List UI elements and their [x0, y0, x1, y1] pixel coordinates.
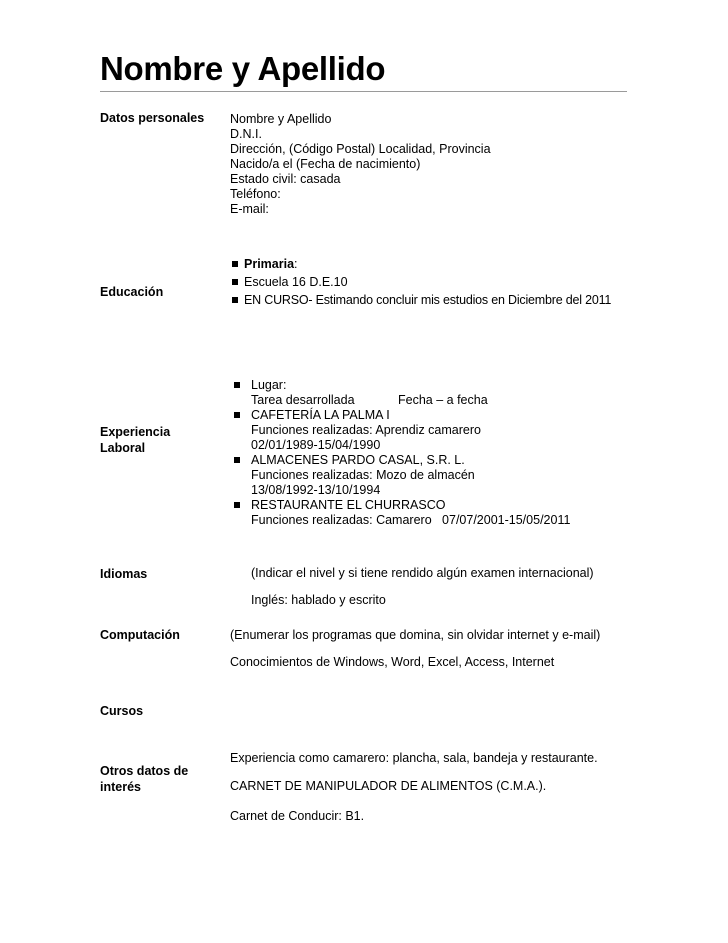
bullet-icon — [234, 382, 240, 388]
section-label-courses: Cursos — [100, 704, 144, 718]
experience-item-line: Tarea desarrollada — [251, 393, 355, 407]
section-label-computing: Computación — [100, 628, 180, 642]
personal-details — [230, 112, 491, 217]
experience-item-line: Fecha – a fecha — [398, 393, 488, 407]
personal-line: Nacido/a el (Fecha de nacimiento) — [230, 157, 421, 171]
education-item: Escuela 16 D.E.10 — [244, 275, 348, 289]
title-divider — [100, 91, 627, 92]
personal-line: Nombre y Apellido — [230, 112, 332, 126]
experience-item-line: 13/08/1992-13/10/1994 — [251, 483, 381, 497]
bullet-icon — [232, 297, 238, 303]
education-item — [244, 257, 298, 272]
section-label-other — [100, 763, 188, 795]
experience-item-line: Funciones realizadas: Mozo de almacén — [251, 468, 475, 482]
section-label-experience — [100, 424, 170, 456]
experience-item-line: Funciones realizadas: Camarero 07/07/2001-15/05/2011 — [251, 513, 571, 527]
section-label-education: Educación — [100, 285, 164, 299]
personal-line: Estado civil: casada — [230, 172, 341, 186]
computing-line: Conocimientos de Windows, Word, Excel, Access, Internet — [230, 655, 555, 669]
experience-item-line: 02/01/1989-15/04/1990 — [251, 438, 381, 452]
experience-item-line: Funciones realizadas: Aprendiz camarero — [251, 423, 481, 437]
bullet-icon — [234, 412, 240, 418]
education-item-bold: Primaria — [244, 257, 295, 271]
page-title: Nombre y Apellido — [100, 50, 386, 87]
other-line: Carnet de Conducir: B1. — [230, 809, 365, 823]
personal-line: Dirección, (Código Postal) Localidad, Provincia — [230, 142, 491, 156]
experience-item-head: ALMACENES PARDO CASAL, S.R. L. — [251, 453, 465, 467]
other-line: CARNET DE MANIPULADOR DE ALIMENTOS (C.M.A.). — [230, 779, 547, 793]
experience-item-head: CAFETERÍA LA PALMA I — [251, 408, 390, 422]
personal-line: E-mail: — [230, 202, 269, 216]
bullet-icon — [234, 457, 240, 463]
section-label-line: Laboral — [100, 441, 146, 455]
section-label-personal: Datos personales — [100, 111, 205, 125]
computing-line: (Enumerar los programas que domina, sin olvidar internet y e-mail) — [230, 628, 601, 642]
languages-line: Inglés: hablado y escrito — [251, 593, 386, 607]
experience-item-head: Lugar: — [251, 378, 287, 392]
personal-line: Teléfono: — [230, 187, 281, 201]
bullet-icon — [234, 502, 240, 508]
section-label-line: Otros datos de — [100, 764, 189, 778]
bullet-icon — [232, 279, 238, 285]
section-label-line: interés — [100, 780, 141, 794]
bullet-icon — [232, 261, 238, 267]
other-line: Experiencia como camarero: plancha, sala, bandeja y restaurante. — [230, 751, 598, 765]
education-item-rest: : — [294, 257, 298, 271]
personal-line: D.N.I. — [230, 127, 262, 141]
section-label-languages: Idiomas — [100, 567, 148, 581]
section-label-line: Experiencia — [100, 425, 171, 439]
education-item: EN CURSO- Estimando concluir mis estudios en Diciembre del 2011 — [244, 293, 612, 307]
experience-item-head: RESTAURANTE EL CHURRASCO — [251, 498, 446, 512]
languages-line: (Indicar el nivel y si tiene rendido algún examen internacional) — [251, 566, 594, 580]
